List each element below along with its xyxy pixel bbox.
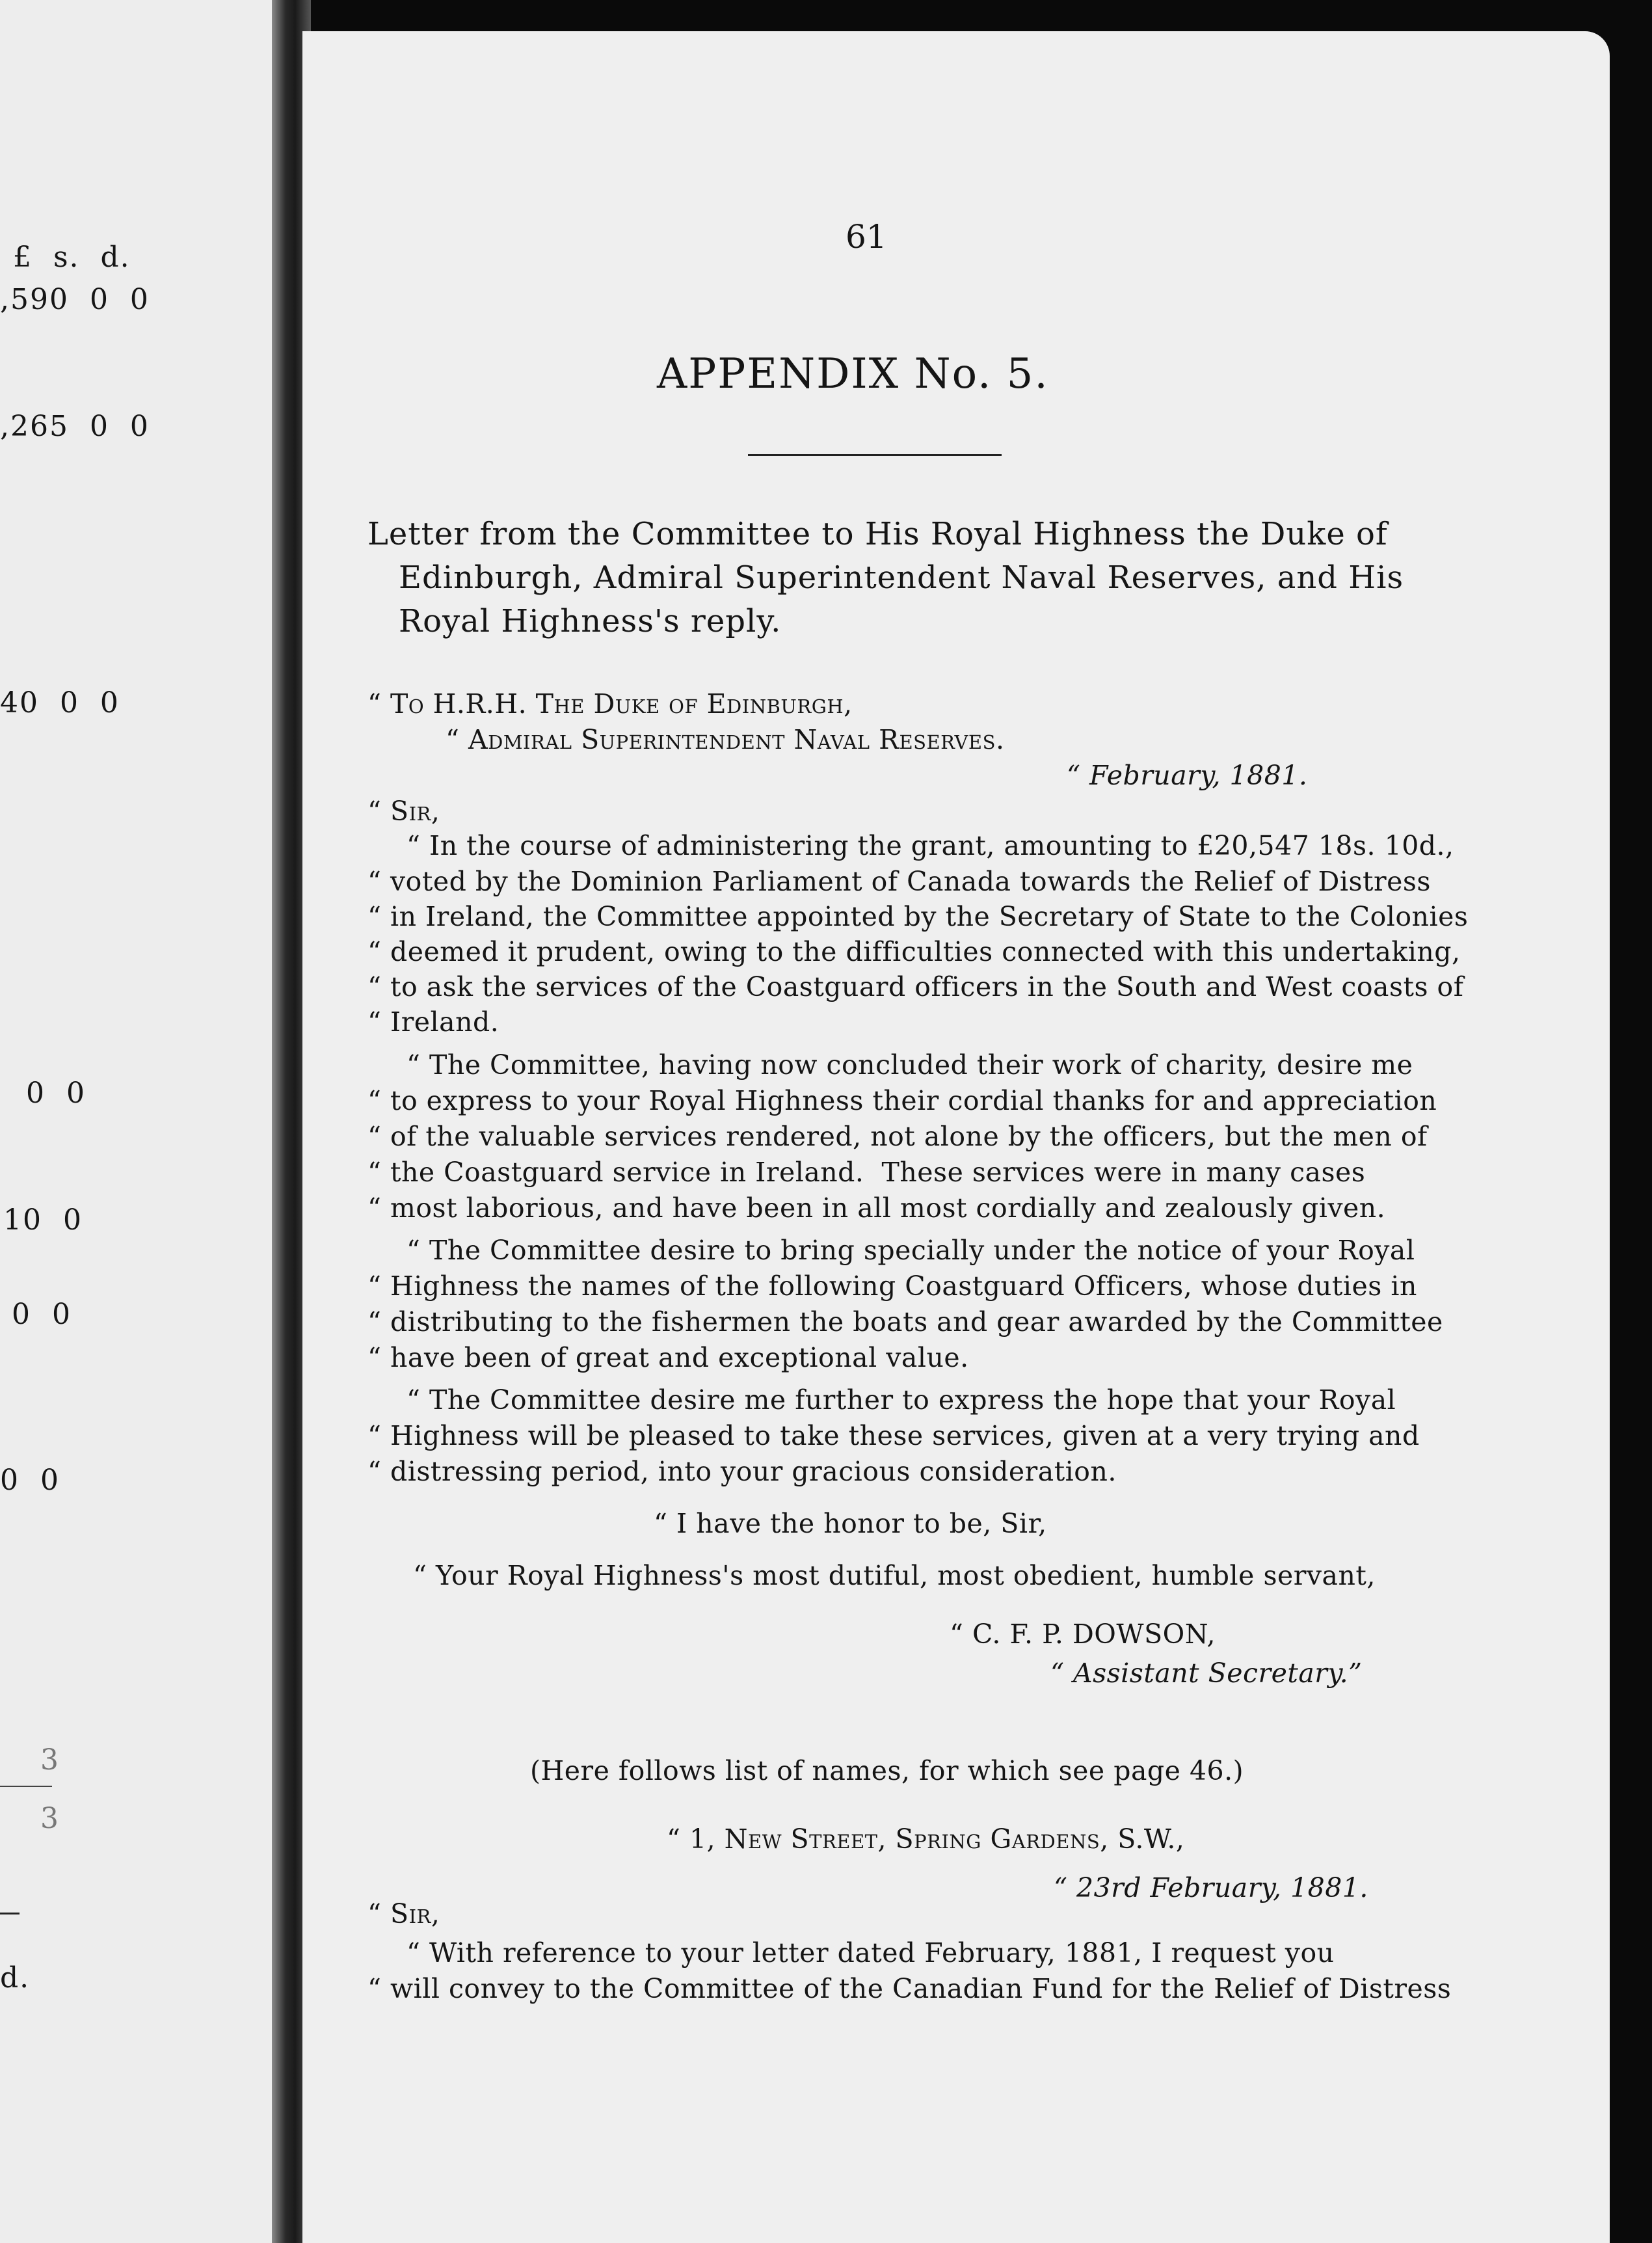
paragraph-line: “ to express to your Royal Highness their cordial thanks for and appreciation bbox=[367, 1085, 1437, 1116]
left-rule bbox=[0, 1786, 52, 1787]
paragraph-line: “ In the course of administering the grant, amounting to £20,547 18s. 10d., bbox=[406, 830, 1454, 861]
paragraph-line: “ of the valuable services rendered, not alone by the officers, but the men of bbox=[367, 1121, 1428, 1152]
left-amount: ,590 0 0 bbox=[0, 283, 150, 316]
reply-date: “ 23rd February, 1881. bbox=[1054, 1872, 1368, 1903]
reply-line: “ With reference to your letter dated February, 1881, I request you bbox=[406, 1937, 1335, 1968]
salutation: “ Sir, bbox=[367, 1898, 440, 1929]
paragraph-line: “ The Committee desire to bring specially under the notice of your Royal bbox=[406, 1235, 1415, 1266]
title-rule bbox=[748, 454, 1002, 456]
left-amount: 10 0 bbox=[3, 1203, 83, 1237]
left-amount: 40 0 0 bbox=[0, 686, 120, 719]
appendix-title: APPENDIX No. 5. bbox=[657, 350, 1049, 398]
address-line: “ To H.R.H. The Duke of Edinburgh, bbox=[367, 688, 853, 719]
paragraph-line: “ distributing to the fishermen the boats and gear awarded by the Committee bbox=[367, 1306, 1443, 1337]
paragraph-line: “ voted by the Dominion Parliament of Canada towards the Relief of Distress bbox=[367, 866, 1431, 897]
salutation: “ Sir, bbox=[367, 796, 440, 827]
left-amount: 0 0 bbox=[26, 1077, 86, 1110]
address-line: “ Admiral Superintendent Naval Reserves. bbox=[446, 724, 1005, 755]
left-amount: ,265 0 0 bbox=[0, 410, 150, 443]
reply-line: “ will convey to the Committee of the Canadian Fund for the Relief of Distress bbox=[367, 1973, 1452, 2004]
left-amount: 0 0 bbox=[0, 1464, 60, 1497]
closing-line: “ I have the honor to be, Sir, bbox=[654, 1508, 1047, 1539]
closing-line: “ Your Royal Highness's most dutiful, most obedient, humble servant, bbox=[413, 1560, 1376, 1591]
left-amount: 3 bbox=[40, 1802, 60, 1835]
left-page bbox=[0, 0, 289, 2243]
heading-line: Letter from the Committee to His Royal Highness the Duke of bbox=[367, 516, 1388, 552]
paragraph-line: “ most laborious, and have been in all most cordially and zealously given. bbox=[367, 1192, 1386, 1224]
paragraph-line: “ The Committee desire me further to express the hope that your Royal bbox=[406, 1384, 1396, 1416]
paragraph-line: “ have been of great and exceptional value. bbox=[367, 1342, 969, 1373]
paragraph-line: “ distressing period, into your gracious consideration. bbox=[367, 1456, 1117, 1487]
paragraph-line: “ the Coastguard service in Ireland. These services were in many cases bbox=[367, 1157, 1366, 1188]
paragraph-line: “ Ireland. bbox=[367, 1006, 500, 1038]
left-amount: 3 bbox=[40, 1743, 60, 1777]
left-amount: 0 0 bbox=[12, 1298, 72, 1331]
left-amount: d. bbox=[0, 1961, 31, 1995]
left-currency-header: £ s. d. bbox=[13, 241, 131, 274]
paragraph-line: “ Highness the names of the following Coastguard Officers, whose duties in bbox=[367, 1270, 1417, 1302]
signature-name: “ C. F. P. DOWSON, bbox=[950, 1618, 1216, 1650]
signature-title: “ Assistant Secretary.” bbox=[1050, 1658, 1363, 1689]
paragraph-line: “ deemed it prudent, owing to the difficulties connected with this undertaking, bbox=[367, 936, 1461, 967]
paragraph-line: “ to ask the services of the Coastguard officers in the South and West coasts of bbox=[367, 971, 1464, 1002]
heading-line: Royal Highness's reply. bbox=[399, 603, 782, 639]
heading-line: Edinburgh, Admiral Superintendent Naval Reserves, and His bbox=[399, 559, 1404, 596]
page-number: 61 bbox=[846, 218, 887, 256]
left-rule bbox=[0, 1913, 20, 1914]
letter-date: “ February, 1881. bbox=[1067, 760, 1308, 791]
paragraph-line: “ in Ireland, the Committee appointed by the Secretary of State to the Colonies bbox=[367, 901, 1469, 932]
list-note: (Here follows list of names, for which see page 46.) bbox=[530, 1755, 1244, 1786]
reply-address: “ 1, New Street, Spring Gardens, S.W., bbox=[667, 1823, 1185, 1855]
right-page bbox=[302, 31, 1610, 2243]
paragraph-line: “ Highness will be pleased to take these services, given at a very trying and bbox=[367, 1420, 1420, 1451]
paragraph-line: “ The Committee, having now concluded their work of charity, desire me bbox=[406, 1049, 1413, 1081]
